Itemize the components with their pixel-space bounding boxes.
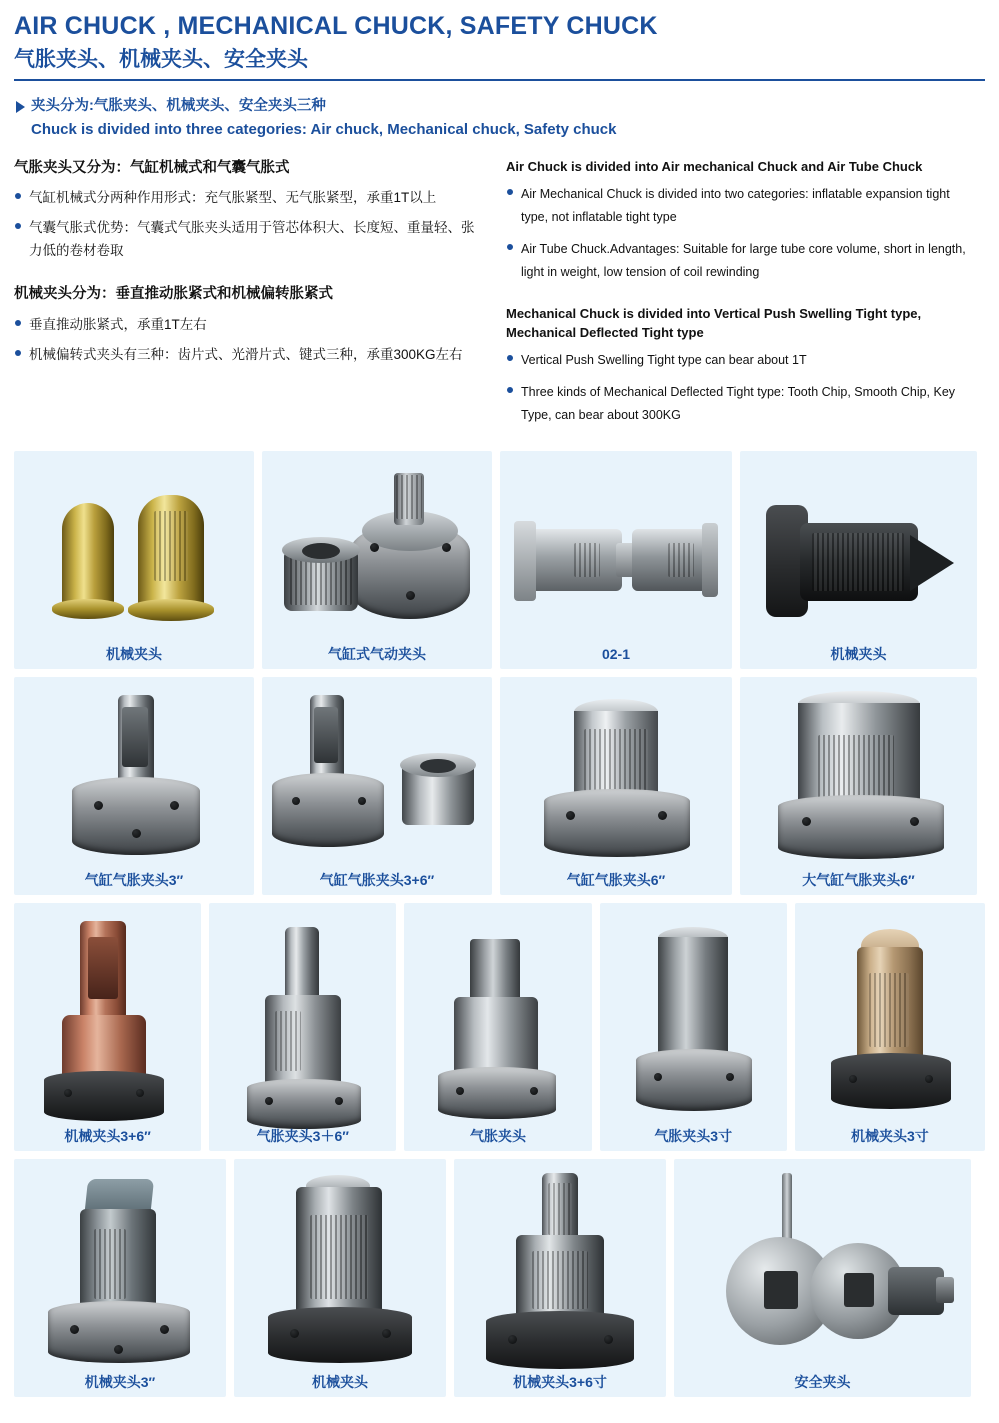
product-caption: 机械夹头 (830, 645, 887, 662)
product-caption: 气胀夹头 (470, 1127, 526, 1144)
product-gallery (14, 451, 985, 1397)
product-cell[interactable] (14, 677, 254, 895)
gallery-row (14, 451, 985, 669)
product-caption: 气缸式气动夹头 (328, 645, 426, 662)
page-title-en: AIR CHUCK , MECHANICAL CHUCK, SAFETY CHUCK (14, 12, 658, 40)
intro-text-cn: 夹头分为:气胀夹头、机械夹头、安全夹头三种 (31, 97, 326, 114)
product-image-mechanical-chuck-3in-b (14, 1159, 226, 1397)
list-item (506, 348, 972, 371)
product-cell[interactable] (500, 451, 732, 669)
gallery-row (14, 903, 985, 1151)
product-image-mechanical-chuck-b (234, 1159, 446, 1397)
section-mechanical-chuck-cn (14, 284, 480, 366)
product-caption: 02-1 (601, 645, 631, 662)
product-cell[interactable] (500, 677, 732, 895)
bullet-list (14, 186, 480, 263)
product-image-air-chuck-6in (500, 677, 732, 895)
list-item-text: Air Tube Chuck.Advantages: Suitable for large tube core volume, short in length, light in weight, low tension of coil rewinding (521, 242, 966, 280)
product-image-air-chuck-3-6in-b (209, 903, 396, 1151)
bullet-list (506, 348, 972, 427)
list-item (14, 343, 480, 366)
product-image-mechanical-chuck-3-6cun (454, 1159, 666, 1397)
bullet-list (14, 313, 480, 366)
product-image-safety-chuck (674, 1159, 971, 1397)
product-image-mechanical-chuck-3-6in (14, 903, 201, 1151)
intro-text-en: Chuck is divided into three categories: Air chuck, Mechanical chuck, Safety chuck (31, 120, 617, 138)
detail-columns (14, 158, 985, 436)
product-image-air-chuck (404, 903, 591, 1151)
bullet-list (506, 182, 972, 284)
column-chinese (14, 158, 480, 436)
product-cell[interactable] (740, 677, 977, 895)
list-item (506, 182, 972, 228)
list-item (506, 380, 972, 426)
column-english (506, 158, 972, 436)
product-caption: 机械夹头3″ (84, 1373, 156, 1390)
product-caption: 气缸气胀夹头3+6″ (319, 871, 435, 888)
section-heading: Mechanical Chuck is divided into Vertical Push Swelling Tight type, Mechanical Deflected Tight type (506, 306, 922, 340)
product-caption: 大气缸气胀夹头6″ (802, 871, 915, 888)
product-caption: 安全夹头 (794, 1373, 851, 1390)
product-cell[interactable] (674, 1159, 971, 1397)
product-image-air-chuck-3-6in (262, 677, 492, 895)
product-cell[interactable] (262, 451, 492, 669)
product-cell[interactable] (14, 451, 254, 669)
page-title-cn: 气胀夹头、机械夹头、安全夹头 (14, 47, 308, 71)
list-item-text: Three kinds of Mechanical Deflected Tight type: Tooth Chip, Smooth Chip, Key Type, can bear about 300KG (521, 385, 956, 423)
product-caption: 机械夹头3寸 (851, 1127, 929, 1144)
product-image-large-air-chuck-6in (740, 677, 977, 895)
list-item (506, 237, 972, 283)
list-item-text: 机械偏转式夹头有三种：齿片式、光滑片式、键式三种，承重300KG左右 (29, 346, 463, 362)
product-cell[interactable] (14, 903, 201, 1151)
product-caption: 气缸气胀夹头6″ (566, 871, 666, 888)
product-caption: 气胀夹头3＋6″ (256, 1127, 349, 1144)
product-image-air-chuck-3in (14, 677, 254, 895)
section-heading: 机械夹头分为：垂直推动胀紧式和机械偏转胀紧式 (14, 286, 333, 303)
section-air-chuck-en (506, 158, 972, 284)
intro-block (14, 97, 985, 140)
product-image-mechanical-chuck-black (740, 451, 977, 669)
gallery-row (14, 1159, 985, 1397)
product-cell[interactable] (262, 677, 492, 895)
section-heading: 气胀夹头又分为：气缸机械式和气囊气胀式 (14, 159, 290, 176)
section-heading: Air Chuck is divided into Air mechanical Chuck and Air Tube Chuck (506, 158, 923, 174)
product-cell[interactable] (740, 451, 977, 669)
product-caption: 机械夹头3+6寸 (513, 1373, 607, 1390)
product-caption: 气缸气胀夹头3″ (84, 871, 184, 888)
product-caption: 机械夹头 (312, 1373, 368, 1390)
product-cell[interactable] (14, 1159, 226, 1397)
list-item-text: 垂直推动胀紧式，承重1T左右 (29, 316, 207, 332)
product-caption: 气胀夹头3寸 (654, 1127, 733, 1144)
list-item-text: 气囊气胀式优势：气囊式气胀夹头适用于管芯体积大、长度短、重量轻、张力低的卷材卷取 (29, 219, 475, 259)
product-cell[interactable] (454, 1159, 666, 1397)
list-item-text: Vertical Push Swelling Tight type can bear about 1T (521, 352, 807, 367)
list-item-text: Air Mechanical Chuck is divided into two categories: inflatable expansion tight type, not inflatable tight type (521, 186, 950, 224)
product-caption: 机械夹头 (106, 645, 162, 662)
product-image-air-cylinder-chuck (262, 451, 492, 669)
list-item (14, 216, 480, 262)
title-divider (14, 79, 985, 81)
triangle-bullet-icon (16, 101, 25, 113)
product-cell[interactable] (795, 903, 985, 1151)
product-image-air-chuck-3cun (600, 903, 787, 1151)
list-item-text: 气缸机械式分两种作用形式：充气胀紧型、无气胀紧型，承重1T以上 (29, 189, 437, 205)
list-item (14, 186, 480, 209)
gallery-row (14, 677, 985, 895)
product-cell[interactable] (600, 903, 787, 1151)
product-image-02-1 (500, 451, 732, 669)
product-image-mechanical-chuck-pair (14, 451, 254, 669)
product-cell[interactable] (234, 1159, 446, 1397)
product-cell[interactable] (209, 903, 396, 1151)
list-item (14, 313, 480, 336)
section-air-chuck-cn (14, 158, 480, 263)
product-caption: 机械夹头3+6″ (64, 1127, 151, 1144)
section-mechanical-chuck-en (506, 305, 972, 426)
product-cell[interactable] (404, 903, 591, 1151)
page-header (14, 0, 985, 83)
product-image-mechanical-chuck-3cun (795, 903, 985, 1151)
